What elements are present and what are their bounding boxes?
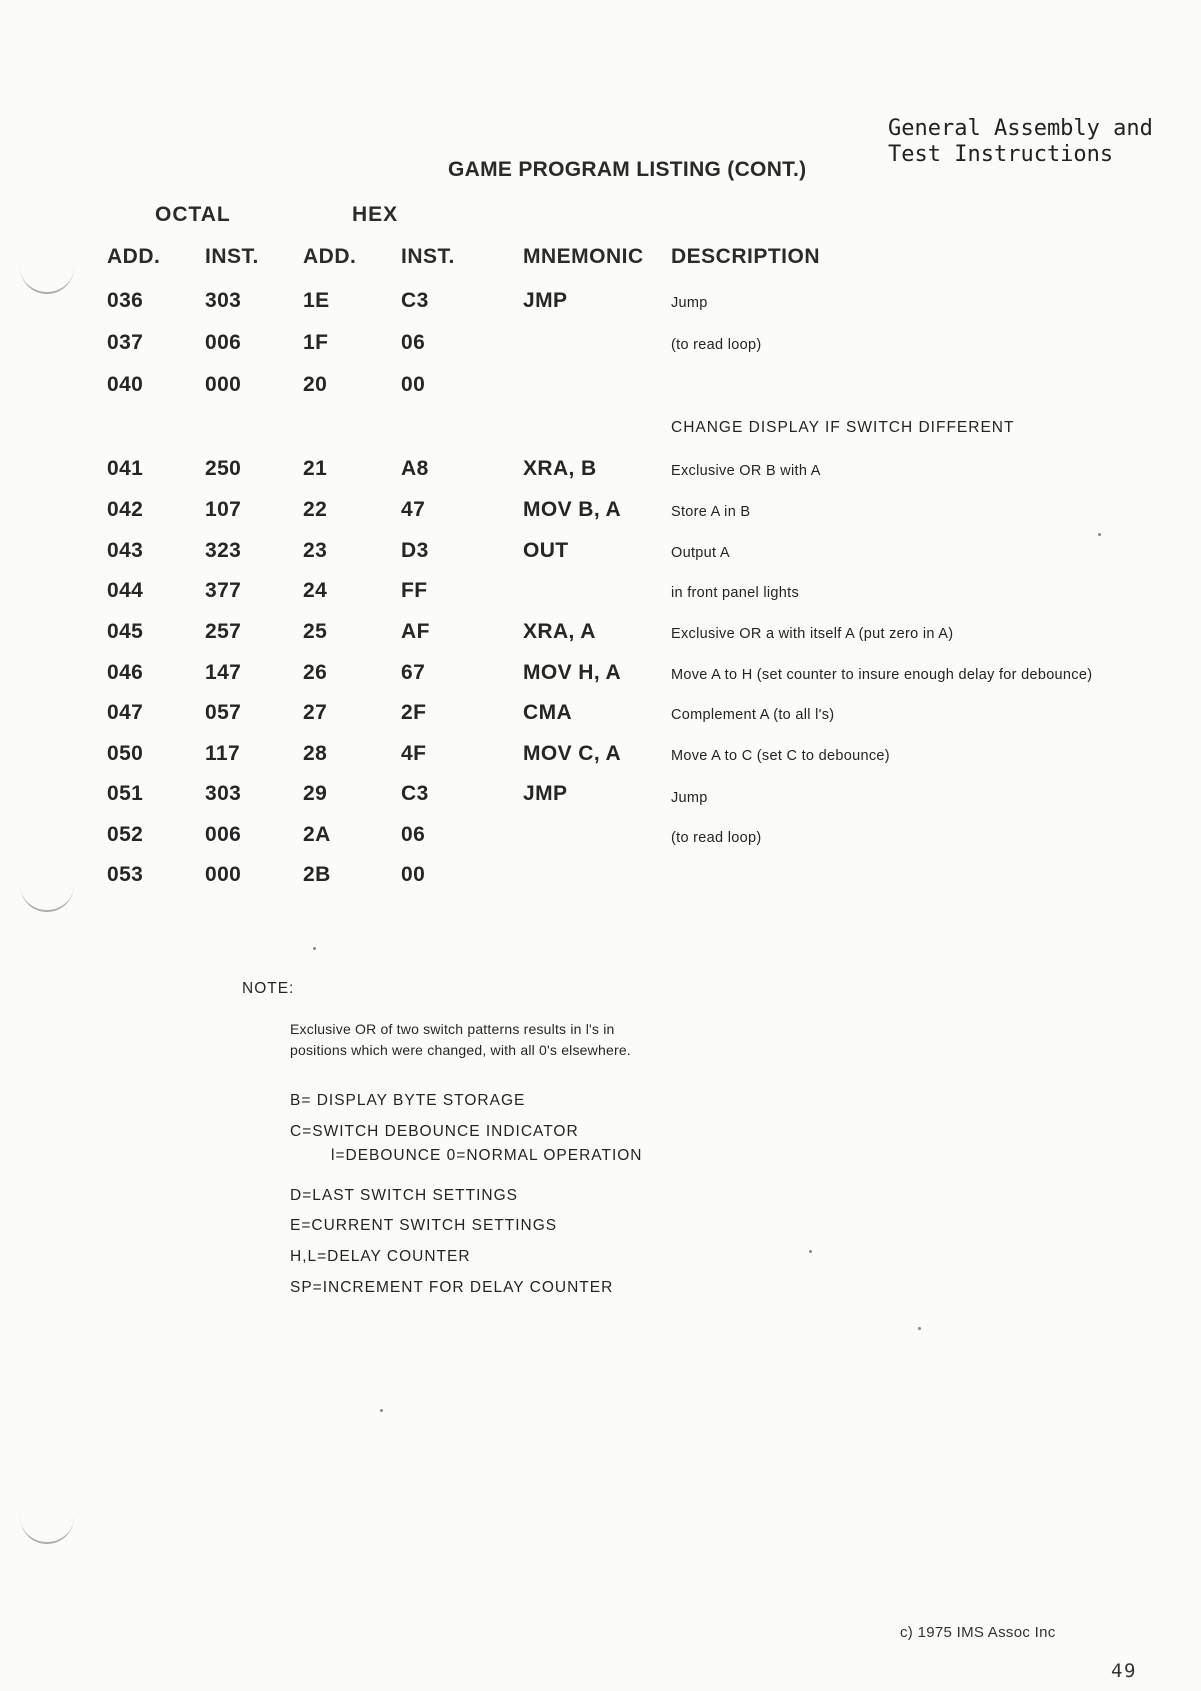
- row-oct-inst: 147: [205, 661, 242, 684]
- row-oct-inst: 107: [205, 498, 242, 521]
- row-mnemonic: MOV B, A: [523, 498, 622, 521]
- row-description: Exclusive OR a with itself A (put zero in A): [671, 626, 954, 642]
- speck: [380, 1409, 383, 1412]
- row-oct-add: 053: [107, 863, 144, 886]
- row-description: (to read loop): [671, 337, 762, 353]
- row-hex-add: 1F: [303, 331, 329, 354]
- row-oct-add: 046: [107, 661, 144, 684]
- col-octal-add: ADD.: [107, 245, 161, 268]
- row-hex-add: 2B: [303, 863, 331, 886]
- note-text-line2: positions which were changed, with all 0's elsewhere.: [290, 1042, 631, 1058]
- hex-group-header: HEX: [352, 203, 399, 226]
- row-description: (to read loop): [671, 830, 762, 846]
- row-description: Store A in B: [671, 504, 751, 520]
- row-hex-inst: 2F: [401, 701, 427, 724]
- row-oct-inst: 000: [205, 863, 242, 886]
- row-oct-add: 052: [107, 823, 144, 846]
- row-hex-add: 29: [303, 782, 328, 805]
- row-oct-inst: 006: [205, 331, 242, 354]
- row-description: Output A: [671, 545, 730, 561]
- punch-hole-top: [20, 262, 74, 294]
- row-hex-inst: AF: [401, 620, 430, 643]
- row-description: Exclusive OR B with A: [671, 463, 821, 479]
- row-hex-inst: A8: [401, 457, 429, 480]
- row-oct-inst: 303: [205, 289, 242, 312]
- row-oct-inst: 377: [205, 579, 242, 602]
- section-header-line2: Test Instructions: [888, 142, 1114, 167]
- row-mnemonic: OUT: [523, 539, 569, 562]
- legend-item: C=SWITCH DEBOUNCE INDICATOR: [290, 1123, 579, 1140]
- col-hex-add: ADD.: [303, 245, 357, 268]
- row-hex-add: 25: [303, 620, 328, 643]
- octal-group-header: OCTAL: [155, 203, 231, 226]
- speck: [918, 1327, 921, 1330]
- row-hex-inst: C3: [401, 782, 429, 805]
- row-oct-add: 044: [107, 579, 144, 602]
- section-header: [888, 116, 1153, 168]
- row-oct-inst: 057: [205, 701, 242, 724]
- row-mnemonic: MOV H, A: [523, 661, 622, 684]
- legend-item: E=CURRENT SWITCH SETTINGS: [290, 1217, 558, 1234]
- note-text: [290, 1019, 631, 1061]
- row-hex-inst: 47: [401, 498, 426, 521]
- row-hex-inst: FF: [401, 579, 428, 602]
- row-hex-add: 26: [303, 661, 328, 684]
- legend-item: B= DISPLAY BYTE STORAGE: [290, 1092, 526, 1109]
- row-oct-inst: 117: [205, 742, 241, 765]
- section-heading: CHANGE DISPLAY IF SWITCH DIFFERENT: [671, 419, 1015, 436]
- row-hex-add: 1E: [303, 289, 330, 312]
- row-hex-add: 28: [303, 742, 328, 765]
- row-description: Complement A (to all l's): [671, 707, 835, 723]
- col-mnemonic: MNEMONIC: [523, 245, 644, 268]
- page-number: 49: [1111, 1660, 1137, 1682]
- row-mnemonic: XRA, A: [523, 620, 596, 643]
- row-mnemonic: XRA, B: [523, 457, 597, 480]
- row-oct-add: 045: [107, 620, 144, 643]
- row-mnemonic: CMA: [523, 701, 573, 724]
- row-hex-add: 24: [303, 579, 328, 602]
- row-oct-inst: 006: [205, 823, 242, 846]
- legend-item: D=LAST SWITCH SETTINGS: [290, 1187, 518, 1204]
- row-oct-add: 050: [107, 742, 144, 765]
- row-oct-add: 037: [107, 331, 144, 354]
- row-hex-inst: D3: [401, 539, 429, 562]
- row-oct-inst: 257: [205, 620, 242, 643]
- note-label: NOTE:: [242, 980, 295, 997]
- row-oct-add: 043: [107, 539, 144, 562]
- row-description: Move A to H (set counter to insure enough delay for debounce): [671, 667, 1093, 683]
- punch-hole-bottom: [20, 1512, 74, 1544]
- row-hex-add: 21: [303, 457, 328, 480]
- row-hex-inst: 00: [401, 373, 426, 396]
- speck: [1098, 533, 1101, 536]
- row-description: Jump: [671, 790, 708, 806]
- row-oct-add: 047: [107, 701, 144, 724]
- row-description: Move A to C (set C to debounce): [671, 748, 890, 764]
- col-description: DESCRIPTION: [671, 245, 821, 268]
- row-description: Jump: [671, 295, 708, 311]
- row-mnemonic: JMP: [523, 782, 568, 805]
- row-hex-add: 23: [303, 539, 328, 562]
- row-hex-add: 22: [303, 498, 328, 521]
- row-oct-add: 041: [107, 457, 144, 480]
- row-hex-inst: 4F: [401, 742, 427, 765]
- copyright: c) 1975 IMS Assoc Inc: [900, 1624, 1056, 1641]
- row-oct-inst: 303: [205, 782, 242, 805]
- legend-item: H,L=DELAY COUNTER: [290, 1248, 471, 1265]
- row-mnemonic: MOV C, A: [523, 742, 622, 765]
- row-hex-inst: 00: [401, 863, 426, 886]
- page-title: GAME PROGRAM LISTING (CONT.): [448, 158, 807, 181]
- row-hex-add: 27: [303, 701, 328, 724]
- row-mnemonic: JMP: [523, 289, 568, 312]
- speck: [809, 1250, 812, 1253]
- row-oct-inst: 250: [205, 457, 242, 480]
- row-hex-add: 20: [303, 373, 328, 396]
- col-hex-inst: INST.: [401, 245, 455, 268]
- row-oct-inst: 000: [205, 373, 242, 396]
- legend-item: SP=INCREMENT FOR DELAY COUNTER: [290, 1279, 614, 1296]
- row-oct-add: 051: [107, 782, 144, 805]
- row-description: in front panel lights: [671, 585, 800, 601]
- row-hex-inst: 06: [401, 823, 426, 846]
- speck: [313, 947, 316, 950]
- note-text-line1: Exclusive OR of two switch patterns results in l's in: [290, 1021, 615, 1037]
- row-oct-add: 036: [107, 289, 144, 312]
- col-octal-inst: INST.: [205, 245, 259, 268]
- row-hex-inst: 06: [401, 331, 426, 354]
- section-header-line1: General Assembly and: [888, 116, 1153, 141]
- row-oct-add: 040: [107, 373, 144, 396]
- row-hex-add: 2A: [303, 823, 331, 846]
- punch-hole-middle: [20, 880, 74, 912]
- row-oct-inst: 323: [205, 539, 242, 562]
- row-hex-inst: 67: [401, 661, 426, 684]
- legend-item: l=DEBOUNCE 0=NORMAL OPERATION: [331, 1147, 643, 1164]
- row-oct-add: 042: [107, 498, 144, 521]
- row-hex-inst: C3: [401, 289, 429, 312]
